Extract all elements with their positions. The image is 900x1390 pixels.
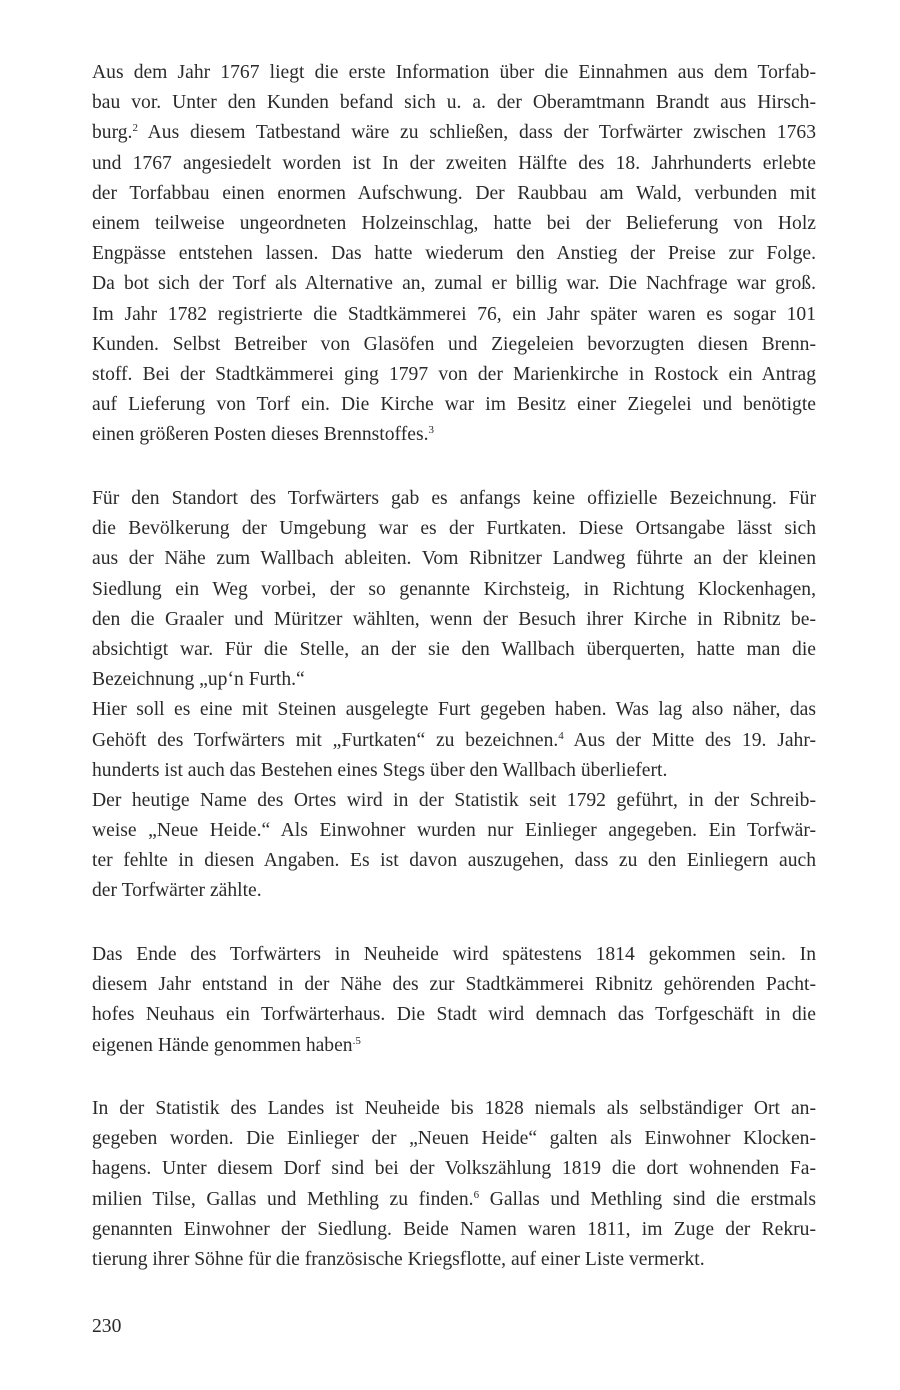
paragraph (92, 484, 816, 907)
text-line (92, 544, 816, 574)
line-text: tierung ihrer Söhne für die französische Kriegsflotte, auf einer Liste vermerkt. (92, 1248, 705, 1270)
text-line (92, 330, 816, 360)
line-text: absichtigt war. Für die Stelle, an der sie den Wallbach überquerten, hatte man die (92, 638, 816, 660)
line-text: einen größeren Posten dieses Brennstoffes. (92, 424, 429, 446)
text-line (92, 575, 816, 605)
line-text: Für den Standort des Torfwärters gab es anfangs keine offizielle Bezeichnung. Für (92, 488, 816, 509)
line-text: Engpässe entstehen lassen. Das hatte wiederum den Anstieg der Preise zur Folge. (92, 243, 816, 265)
text-line (92, 360, 816, 390)
text-line (92, 484, 816, 514)
paragraph (92, 940, 816, 1061)
line-text-continued: Gallas und Methling sind die erstmals (479, 1188, 816, 1210)
text-line (92, 179, 816, 209)
line-text: hunderts ist auch das Bestehen eines Stegs über den Wallbach überliefert. (92, 759, 668, 781)
line-text: weise „Neue Heide.“ Als Einwohner wurden nur Einlieger angegeben. Ein Torfwär- (92, 820, 816, 842)
page-number: 230 (92, 1316, 122, 1337)
text-line (92, 940, 816, 970)
line-text: Hier soll es eine mit Steinen ausgelegte Furt gegeben haben. Was lag also näher, das (92, 699, 816, 721)
footnote-marker: 3 (428, 424, 434, 437)
footnote-marker: 2 (132, 122, 138, 135)
footnote-marker: 6 (473, 1188, 480, 1201)
line-text: Der heutige Name des Ortes wird in der Statistik seit 1792 geführt, in der Schreib- (92, 789, 816, 811)
text-line (92, 1031, 816, 1061)
text-line (92, 118, 816, 148)
text-line (92, 1245, 816, 1275)
text-line (92, 390, 816, 420)
text-line (92, 1094, 816, 1124)
line-text-continued: Aus der Mitte des 19. Jahr- (563, 729, 816, 751)
line-text: Aus dem Jahr 1767 liegt die erste Information über die Einnahmen aus dem Torfab- (92, 62, 816, 83)
text-line (92, 1154, 816, 1184)
line-text: hagens. Unter diesem Dorf sind bei der Volkszählung 1819 die dort wohnenden Fa- (92, 1158, 816, 1180)
text-line (92, 209, 816, 239)
text-line (92, 420, 816, 450)
line-text: diesem Jahr entstand in der Nähe des zur Stadtkämmerei Ribnitz gehörenden Pacht- (92, 974, 816, 996)
line-text: genannten Einwohner der Siedlung. Beide Namen waren 1811, im Zuge der Rekru- (92, 1218, 816, 1240)
paragraph (92, 1094, 816, 1275)
line-text: Das Ende des Torfwärters in Neuheide wird spätestens 1814 gekommen sein. In (92, 944, 816, 965)
footnote-marker: 4 (558, 729, 564, 742)
line-text: aus der Nähe zum Wallbach ableiten. Vom Ribnitzer Landweg führte an der kleinen (92, 548, 816, 570)
text-line (92, 635, 816, 665)
line-text: hofes Neuhaus ein Torfwärterhaus. Die Stadt wird demnach das Torfgeschäft in die (92, 1004, 816, 1026)
text-line (92, 786, 816, 816)
line-text: bau vor. Unter den Kunden befand sich u. a. der Oberamtmann Brandt aus Hirsch- (92, 92, 816, 114)
text-line (92, 1124, 816, 1154)
text-line (92, 1215, 816, 1245)
line-text: Da bot sich der Torf als Alternative an, zumal er billig war. Die Nachfrage war groß. (92, 273, 816, 295)
line-text: Bezeichnung „up‘n Furth.“ (92, 669, 305, 691)
line-text: Kunden. Selbst Betreiber von Glasöfen und Ziegeleien bevorzugten diesen Brenn- (92, 333, 816, 355)
line-text: der Torfwärter zählte. (92, 880, 262, 902)
text-line (92, 239, 816, 269)
text-line (92, 726, 816, 756)
line-text: ter fehlte in diesen Angaben. Es ist davon auszugehen, dass zu den Einliegern auch (92, 850, 816, 872)
text-line (92, 514, 816, 544)
paragraph (92, 58, 816, 450)
line-text-continued: Aus diesem Tatbestand wäre zu schließen, dass der Torfwärter zwischen 1763 (137, 122, 816, 144)
line-text: Im Jahr 1782 registrierte die Stadtkämmerei 76, ein Jahr später waren es sogar 101 (92, 303, 816, 325)
line-text: und 1767 angesiedelt worden ist In der zweiten Hälfte des 18. Jahrhunderts erlebte (92, 152, 816, 174)
text-line (92, 88, 816, 118)
text-line (92, 756, 816, 786)
line-text: einem teilweise ungeordneten Holzeinschlag, hatte bei der Belieferung von Holz (92, 212, 816, 234)
line-text: eigenen Hände genommen haben (92, 1034, 353, 1056)
line-text: burg. (92, 122, 133, 144)
text-line (92, 695, 816, 725)
line-text: Gehöft des Torfwärters mit „Furtkaten“ zu bezeichnen. (92, 729, 559, 751)
line-text: gegeben worden. Die Einlieger der „Neuen Heide“ galten als Einwohner Klocken- (92, 1128, 816, 1150)
line-text: milien Tilse, Gallas und Methling zu finden. (92, 1188, 474, 1210)
line-text: die Bevölkerung der Umgebung war es der Furtkaten. Diese Ortsangabe lässt sich (92, 518, 816, 540)
line-text: stoff. Bei der Stadtkämmerei ging 1797 von der Marienkirche in Rostock ein Antrag (92, 363, 816, 385)
footnote-marker: .5 (352, 1034, 361, 1047)
text-line (92, 665, 816, 695)
line-text: In der Statistik des Landes ist Neuheide bis 1828 niemals als selbständiger Ort an- (92, 1098, 816, 1119)
line-text: Siedlung ein Weg vorbei, der so genannte Kirchsteig, in Richtung Klockenhagen, (92, 578, 816, 600)
text-line (92, 1000, 816, 1030)
text-line (92, 816, 816, 846)
line-text: den die Graaler und Müritzer wählten, wenn der Besuch ihrer Kirche in Ribnitz be- (92, 608, 816, 630)
line-text: auf Lieferung von Torf ein. Die Kirche war im Besitz einer Ziegelei und benötigte (92, 394, 816, 416)
text-line (92, 58, 816, 88)
text-line (92, 149, 816, 179)
text-line (92, 269, 816, 299)
text-line (92, 846, 816, 876)
line-text: der Torfabbau einen enormen Aufschwung. Der Raubbau am Wald, verbunden mit (92, 182, 816, 204)
text-line (92, 300, 816, 330)
text-line (92, 605, 816, 635)
text-line (92, 970, 816, 1000)
text-line (92, 1185, 816, 1215)
text-line (92, 876, 816, 906)
